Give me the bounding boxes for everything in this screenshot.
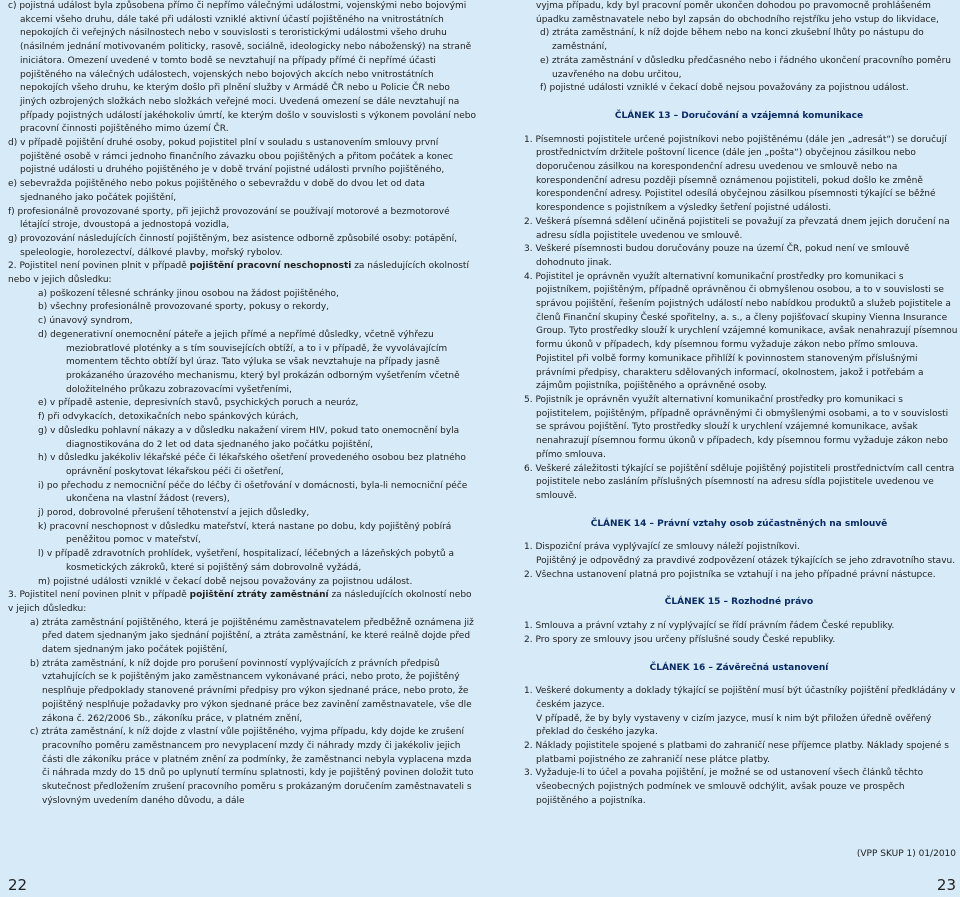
section-3-item-f: f) pojistné události vzniklé v čekací době nejsou považovány za pojistnou událost. (540, 83, 909, 94)
section-3-intro (8, 589, 476, 616)
article-15-item-1: 1. Smlouva a právní vztahy z ní vyplývající se řídí právním řádem České republiky. (524, 621, 895, 632)
article-15-item-2: 2. Pro spory ze smlouvy jsou určeny příslušné soudy České republiky. (524, 634, 836, 645)
section-2-item-h: h) v důsledku jakékoliv lékařské péče či lékařského ošetření provedeného osobou bez platného oprávnění poskytovat lékařskou péči či ošetření, (38, 453, 466, 477)
section-2-item-a: a) poškození tělesné schránky jinou osobou na žádost pojištěného, (38, 288, 339, 299)
article-13-item-6: 6. Veškeré záležitosti týkající se pojištění sděluje pojištěný pojistiteli prostřednictvím call centra pojistitele nebo zasláním příslušných písemností na adresu sídla pojistitele uvedenou ve smlouvě. (524, 463, 955, 501)
article-14-item-1: 1. Dispoziční práva vyplývající ze smlouvy náleží pojistníkovi. (524, 542, 800, 553)
section-3-item-c: c) ztráta zaměstnání, k níž dojde z vlastní vůle pojištěného, vyjma případu, kdy dojde ke zrušení pracovního poměru zaměstnancem pro nevyplacení mzdy či náhrady mzdy či jakékoliv jejich části dle zákoníku práce v platném znění za podmínky, že zaměstnanci nebyla vyplacena mzda či náhrada mzdy do 15 dnů po uplynutí termínu splatnosti, kdy je pojištěný povinen doložit tuto skutečnost předložením zrušení pracovního poměru s prokázaným doručením zaměstnavateli s výslovným uvedením daného důvodu, a dále (30, 727, 474, 806)
section-2-item-f: f) při odvykacích, detoxikačních nebo spánkových kúrách, (38, 412, 299, 423)
section-3-bold: pojištění ztráty zaměstnání (189, 590, 329, 601)
section-2-item-i: i) po přechodu z nemocniční péče do léčby či ošetřování v domácnosti, byla-li nemocniční péče ukončena na vlastní žádost (revers), (38, 480, 468, 505)
article-13-item-3: 3. Veškeré písemnosti budou doručovány pouze na území ČR, pokud není ve smlouvě dohodnuto jinak. (524, 244, 910, 268)
section-3-pre: 3. Pojistitel není povinen plnit v případě (8, 590, 190, 601)
article-13-item-1: 1. Písemnosti pojistitele určené pojistníkovi nebo pojištěnému (dále jen „adresát“) se doručují prostřednictvím držitele poštovní licence (dále jen „pošta“) obyčejnou zásilkou nebo doporučenou zásilkou na korespondenční adresu uvedenou ve smlouvě nebo na korespondenční adresu později písemně oznámenou pojistiteli, pokud došlo ke změně korespondenční adresy. Pojistitel odesílá obyčejnou zásilkou písemnosti týkající se běžné korespondence s pojistníkem a výsledky šetření pojistné události. (524, 134, 947, 214)
section-2-item-k: k) pracovní neschopnost v důsledku mateřství, která nastane po dobu, kdy pojištěný pobírá peněžitou pomoc v mateřství, (38, 521, 452, 546)
section-3-post: za následujících okolností nebo v jejich důsledku: (8, 590, 472, 614)
section-3-item-b: b) ztráta zaměstnání, k níž dojde pro porušení povinností vyplývajících z právních předpisů vztahujících se k pojištěným jako zaměstnancem vykonávané práci, nebo proto, že pojištěný nesplňuje předpoklady stanovené právními předpisy pro výkon sjednané práce, nebo proto, že pojištěný nesplňuje požadavky pro výkon sjednané práce bez zavinění zaměstnavatele, vše dle zákona č. 262/2006 Sb., zákoníku práce, v platném znění, (30, 658, 472, 724)
article-16-item-2: 2. Náklady pojistitele spojené s platbami do zahraničí nese příjemce platby. Náklady spojené s platbami pojistného ze zahraničí nese plátce platby. (524, 741, 949, 765)
left-column (8, 0, 476, 808)
section-3-item-e: e) ztráta zaměstnání v důsledku předčasného nebo i řádného ukončení pracovního poměru uzavřeného na dobu určitou, (540, 55, 951, 80)
right-column (520, 0, 958, 809)
article-14-item-2: 2. Všechna ustanovení platná pro pojistníka se vztahují i na jeho případné právní nástupce. (524, 569, 936, 580)
article-13-item-5: 5. Pojistník je oprávněn využít alternativní komunikační prostředky pro komunikaci s pojistitelem, pojištěným, případně oprávněnými či obmyšlenými osobami, a to v souvislosti se správou pojištění. Tyto prostředky slouží k urychlení vzájemné komunikace, avšak nenahrazují písemnou formu úkonů v případech, kdy písemnou formu vyžaduje zákon nebo přímo smlouva. (524, 394, 949, 460)
article-13-heading: ČLÁNEK 13 – Doručování a vzájemná komunikace (614, 110, 864, 121)
section-3-item-a: a) ztráta zaměstnání pojištěného, která je pojištěnému zaměstnavatelem předběžně oznámena již před datem sjednaným jako sjednání pojištění, a ztráta zaměstnání, ke které reálně dojde před datem sjednaným jako počátek pojištění, (30, 617, 474, 656)
section-2-item-c: c) únavový syndrom, (38, 316, 133, 327)
section-3-item-c-continued: vyjma případu, kdy byl pracovní poměr ukončen dohodou po pravomocně prohlášeném úpadku zaměstnavatele nebo byl zapsán do obchodního rejstříku jeho vstup do likvidace, (536, 1, 939, 25)
section-2-item-e: e) v případě astenie, depresivních stavů, psychických poruch a neuróz, (38, 398, 359, 409)
article-16-item-3: 3. Vyžaduje-li to účel a povaha pojištění, je možné se od ustanovení všech článků těchto všeobecných pojistných podmínek ve smlouvě odchýlit, avšak pouze ve prospěch pojištěného a pojistníka. (524, 768, 924, 806)
exclusion-item-f: f) profesionálně provozované sporty, při jejichž provozování se používají motorové a bezmotorové létající stroje, dvoustopá a jednostopá vozidla, (8, 206, 450, 231)
article-16-item-1-note: V případě, že by byly vystaveny v cizím jazyce, musí k nim být přiložen úředně ověřený překlad do českého jazyka. (536, 713, 932, 738)
exclusion-item-g: g) provozování následujících činností pojištěným, bez asistence odborně způsobilé osoby: potápění, speleologie, horolezectví, dálkové plavby, mořský rybolov. (8, 233, 457, 258)
exclusion-item-c: c) pojistná událost byla způsobena přímo či nepřímo válečnými událostmi, vojenskými nebo bojovými akcemi všeho druhu, dále také při události vzniklé aktivní účastí pojištěného na vnitrostátních nepokojích či veřejných násilnostech nebo v souvislosti s teroristickými událostmi všeho druhu (násilném jednání motivovaném politicky, rasově, sociálně, ideologicky nebo náboženský) na straně iniciátora. Omezení uvedené v tomto bodě se nevztahují na případy přímé či nepřímé účasti pojištěného na válečných událostech, vojenských nebo bojových akcích nebo vnitrostátních nepokojích všeho druhu, ke kterým došlo při plnění služby v Armádě ČR nebo u Policie ČR nebo jiných ozbrojených složkách nebo složkách veřejné moci. Uvedená omezení se dále nevztahují na případy pojistných událostí jakéhokoliv úmrtí, ke kterým došlo v souvislosti s výkonem povolání nebo pracovní činnosti pojištěného mimo území ČR. (8, 1, 476, 135)
section-3-item-d: d) ztráta zaměstnání, k níž dojde během nebo na konci zkušební lhůty po nástupu do zaměstnání, (540, 28, 924, 53)
article-14-item-1-note: Pojištěný je odpovědný za pravdivé zodpovězení otázek týkajících se jeho zdravotního stavu. (536, 556, 956, 567)
section-2-item-b: b) všechny profesionálně provozované sporty, pokusy o rekordy, (38, 302, 330, 313)
article-16-heading: ČLÁNEK 16 – Závěrečná ustanovení (649, 662, 829, 673)
section-2-intro (8, 260, 476, 287)
article-16-item-1: 1. Veškeré dokumenty a doklady týkající se pojištění musí být účastníky pojištění předkládány v českém jazyce. (524, 686, 956, 710)
page-number-left: 22 (8, 876, 28, 895)
section-2-pre: 2. Pojistitel není povinen plnit v případě (8, 261, 190, 272)
section-2-item-g: g) v důsledku pohlavní nákazy a v důsledku nakažení virem HIV, pokud tato onemocnění byla diagnostikována do 2 let od data sjednaného jako počátku pojištění, (38, 425, 460, 450)
article-13-item-4: 4. Pojistitel je oprávněn využít alternativní komunikační prostředky pro komunikaci s pojistníkem, pojištěným, případně oprávněnou či obmyšlenou osobou, a to v souvislosti se správou pojištění, řešením pojistných událostí nebo nabídkou produktů a služeb pojistitele a členů Finanční skupiny České spořitelny, a. s., a členy pojišťovací skupiny Vienna Insurance Group. Tyto prostředky slouží k urychlení vzájemné komunikace, avšak nenahrazují písemnou formu úkonů v případech, kdy písemnou formu vyžaduje zákon nebo přímo smlouva. Pojistitel při volbě formy komunikace přihlíží k povinnostem stanoveným příslušnými právními předpisy, charakteru sdělovaných informací, okolnostem, jakož i potřebám a zájmům pojistníka, pojištěného a oprávněné osoby. (524, 271, 958, 392)
article-13-item-2: 2. Veškerá písemná sdělení učiněná pojistiteli se považují za převzatá dnem jejich doručení na adresu sídla pojistitele uvedenou ve smlouvě. (524, 216, 950, 241)
exclusion-item-e: e) sebevražda pojištěného nebo pokus pojištěného o sebevraždu v době do dvou let od data sjednaného jako počátek pojištění, (8, 179, 425, 203)
section-2-item-d: d) degenerativní onemocnění páteře a jejich přímé a nepřímé důsledky, včetně výhřezu meziobratlové ploténky a s tím souvisejících obtíží, a to i v případě, že vyvolávajícím momentem těchto obtíží byl úraz. Tato výluka se však nevztahuje na případy jasně prokázaného úrazového mechanismu, který byl prokázán odborným vyšetřením včetně doložitelného průkazu zobrazovacími vyšetřeními, (38, 329, 460, 395)
page-number-right: 23 (936, 876, 956, 895)
article-15-heading: ČLÁNEK 15 – Rozhodné právo (664, 597, 814, 608)
document-code: (VPP SKUP 1) 01/2010 (856, 849, 956, 859)
section-2-item-j: j) porod, dobrovolné přerušení těhotenství a jejich důsledky, (38, 508, 310, 519)
section-2-post: za následujících okolností nebo v jejich důsledku: (8, 261, 469, 286)
article-14-heading: ČLÁNEK 14 – Právní vztahy osob zúčastněných na smlouvě (590, 518, 888, 529)
section-2-bold: pojištění pracovní neschopnosti (189, 261, 352, 272)
section-2-item-m: m) pojistné události vzniklé v čekací době nejsou považovány za pojistnou událost. (38, 576, 413, 587)
section-2-item-l: l) v případě zdravotních prohlídek, vyšetření, hospitalizací, léčebných a lázeňských pobytů a kosmetických zákroků, které si pojištěný sám dobrovolně vyžádá, (38, 549, 455, 573)
exclusion-item-d: d) v případě pojištění druhé osoby, pokud pojistitel plní v souladu s ustanovením smlouvy první pojištěné osobě v rámci jednoho finančního závazku obou pojištěných a přitom počátek a konec pojistné události u druhého pojištěného je v době trvání pojistné události prvního pojištěného, (8, 138, 454, 176)
